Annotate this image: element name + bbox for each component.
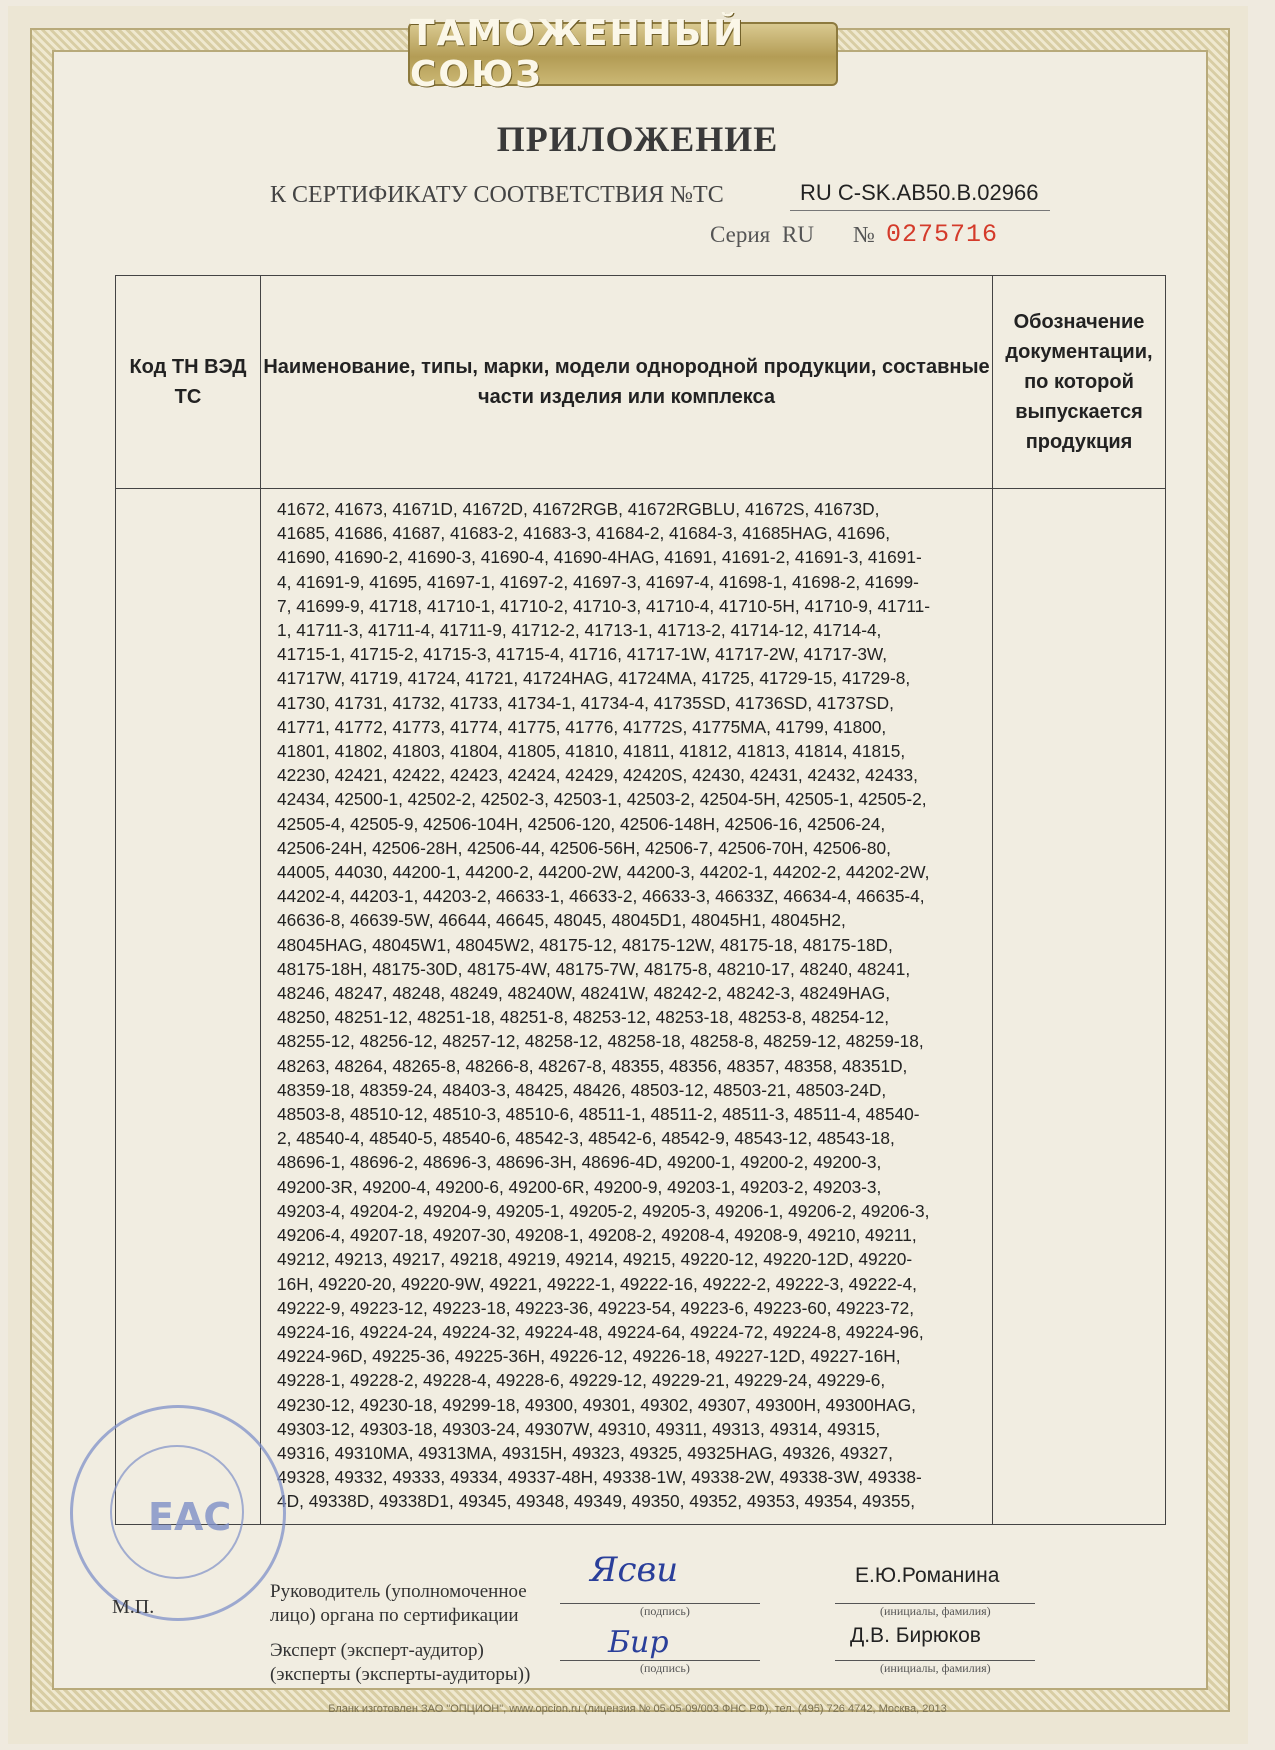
- cell-product-models: [261, 489, 993, 1525]
- header-documentation: Обозначение документации, по которой выпускается продукция: [993, 276, 1166, 489]
- product-models-line: 41690, 41690-2, 41690-3, 41690-4, 41690-4HAG, 41691, 41691-2, 41691-3, 41691-: [277, 547, 922, 568]
- customs-union-banner: [408, 13, 838, 95]
- expert-role-line1: Эксперт (эксперт-аудитор): [270, 1640, 484, 1661]
- product-models-line: 48246, 48247, 48248, 48249, 48240W, 48241W, 48242-2, 48242-3, 48249HAG,: [277, 983, 891, 1004]
- table-header-row: [116, 276, 1166, 489]
- product-models-line: 49222-9, 49223-12, 49223-18, 49223-36, 49223-54, 49223-6, 49223-60, 49223-72,: [277, 1297, 915, 1318]
- expert-signature: Бир: [608, 1625, 669, 1660]
- page-title: ПРИЛОЖЕНИЕ: [496, 119, 779, 159]
- product-models-line: 42505-4, 42505-9, 42506-104H, 42506-120, 42506-148H, 42506-16, 42506-24,: [277, 813, 886, 834]
- product-models-line: 7, 41699-9, 41718, 41710-1, 41710-2, 41710-3, 41710-4, 41710-5H, 41710-9, 41711-: [277, 595, 931, 616]
- product-models-line: 4, 41691-9, 41695, 41697-1, 41697-2, 41697-3, 41697-4, 41698-1, 41698-2, 41699-: [277, 571, 919, 592]
- form-serial-number: 0275716: [886, 220, 999, 249]
- eac-mark: EAC: [148, 1495, 232, 1539]
- product-models-line: 49212, 49213, 49217, 49218, 49219, 49214, 49215, 49220-12, 49220-12D, 49220-: [277, 1249, 913, 1270]
- product-models-line: 49228-1, 49228-2, 49228-4, 49228-6, 49229-12, 49229-21, 49229-24, 49229-6,: [277, 1370, 886, 1391]
- product-models-line: 48503-8, 48510-12, 48510-3, 48510-6, 48511-1, 48511-2, 48511-3, 48511-4, 48540-: [277, 1104, 920, 1125]
- product-models-line: 49230-12, 49230-18, 49299-18, 49300, 49301, 49302, 49307, 49300H, 49300HAG,: [277, 1394, 916, 1415]
- header-code: Код ТН ВЭД ТС: [116, 276, 261, 489]
- expert-role-line2: (эксперты (эксперты-аудиторы)): [270, 1664, 531, 1685]
- product-models-line: 48696-1, 48696-2, 48696-3, 48696-3H, 48696-4D, 49200-1, 49200-2, 49200-3,: [277, 1152, 882, 1173]
- product-models-line: 49224-16, 49224-24, 49224-32, 49224-48, 49224-64, 49224-72, 49224-8, 49224-96,: [277, 1321, 924, 1342]
- product-models-line: 42506-24H, 42506-28H, 42506-44, 42506-56H, 42506-7, 42506-70H, 42506-80,: [277, 837, 891, 858]
- product-models-line: 41685, 41686, 41687, 41683-2, 41683-3, 41684-2, 41684-3, 41685HAG, 41696,: [277, 523, 891, 544]
- product-models-line: 48175-18H, 48175-30D, 48175-4W, 48175-7W, 48175-8, 48210-17, 48240, 48241,: [277, 958, 911, 979]
- head-role-line2: лицо) органа по сертификации: [270, 1605, 519, 1626]
- certificate-number-underline: [790, 210, 1050, 211]
- expert-signature-caption: (подпись): [640, 1661, 690, 1675]
- expert-name: Д.В. Бирюков: [850, 1624, 981, 1647]
- product-models-line: 1, 41711-3, 41711-4, 41711-9, 41712-2, 41713-1, 41713-2, 41714-12, 41714-4,: [277, 620, 882, 641]
- product-models-line: 49328, 49332, 49333, 49334, 49337-48H, 49338-1W, 49338-2W, 49338-3W, 49338-: [277, 1467, 922, 1488]
- product-table: [115, 275, 1166, 1525]
- banner-text: ТАМОЖЕННЫЙ СОЮЗ: [410, 13, 746, 95]
- cell-documentation: [993, 489, 1166, 1525]
- head-role-line1: Руководитель (уполномоченное: [270, 1581, 527, 1602]
- certificate-subtitle: К СЕРТИФИКАТУ СООТВЕТСТВИЯ №ТС: [270, 182, 724, 208]
- product-models-line: 49203-4, 49204-2, 49204-9, 49205-1, 49205-2, 49205-3, 49206-1, 49206-2, 49206-3,: [277, 1200, 930, 1221]
- table-row: [116, 489, 1166, 1525]
- product-models-line: 16H, 49220-20, 49220-9W, 49221, 49222-1, 49222-16, 49222-2, 49222-3, 49222-4,: [277, 1273, 917, 1294]
- expert-name-caption: (инициалы, фамилия): [880, 1661, 991, 1675]
- product-models-line: 48250, 48251-12, 48251-18, 48251-8, 48253-12, 48253-18, 48253-8, 48254-12,: [277, 1007, 890, 1028]
- product-models-line: 46636-8, 46639-5W, 46644, 46645, 48045, 48045D1, 48045H1, 48045H2,: [277, 910, 846, 931]
- certificate-number: RU C-SK.AB50.B.02966: [800, 180, 1039, 205]
- cell-code: [116, 489, 261, 1525]
- product-models-line: 41801, 41802, 41803, 41804, 41805, 41810, 41811, 41812, 41813, 41814, 41815,: [277, 741, 906, 762]
- series-label: Серия: [710, 222, 771, 247]
- head-signature-caption: (подпись): [640, 1604, 690, 1618]
- product-models-line: 48263, 48264, 48265-8, 48266-8, 48267-8, 48355, 48356, 48357, 48358, 48351D,: [277, 1055, 908, 1076]
- product-models-line: 44005, 44030, 44200-1, 44200-2, 44200-2W, 44200-3, 44202-1, 44202-2, 44202-2W,: [277, 862, 930, 883]
- product-models-line: 41730, 41731, 41732, 41733, 41734-1, 41734-4, 41735SD, 41736SD, 41737SD,: [277, 692, 894, 713]
- head-name: Е.Ю.Романина: [855, 1564, 1000, 1587]
- product-models-line: 48359-18, 48359-24, 48403-3, 48425, 48426, 48503-12, 48503-21, 48503-24D,: [277, 1079, 887, 1100]
- number-label: №: [853, 222, 875, 247]
- product-models-line: 49224-96D, 49225-36, 49225-36H, 49226-12, 49226-18, 49227-12D, 49227-16H,: [277, 1346, 901, 1367]
- product-models-line: 41771, 41772, 41773, 41774, 41775, 41776, 41772S, 41775MA, 41799, 41800,: [277, 716, 887, 737]
- product-models-line: 49200-3R, 49200-4, 49200-6, 49200-6R, 49200-9, 49203-1, 49203-2, 49203-3,: [277, 1176, 882, 1197]
- product-models-line: 49206-4, 49207-18, 49207-30, 49208-1, 49208-2, 49208-4, 49208-9, 49210, 49211,: [277, 1225, 917, 1246]
- product-models-line: 2, 48540-4, 48540-5, 48540-6, 48542-3, 48542-6, 48542-9, 48543-12, 48543-18,: [277, 1128, 895, 1149]
- product-models-line: 42230, 42421, 42422, 42423, 42424, 42429, 42420S, 42430, 42431, 42432, 42433,: [277, 765, 918, 786]
- product-models-line: 48045HAG, 48045W1, 48045W2, 48175-12, 48175-12W, 48175-18, 48175-18D,: [277, 934, 893, 955]
- product-models-line: 41717W, 41719, 41724, 41721, 41724HAG, 41724MA, 41725, 41729-15, 41729-8,: [277, 668, 911, 689]
- product-models-line: 41715-1, 41715-2, 41715-3, 41715-4, 41716, 41717-1W, 41717-2W, 41717-3W,: [277, 644, 888, 665]
- seal-place-label: М.П.: [112, 1596, 155, 1618]
- head-signature: Ясви: [590, 1550, 679, 1590]
- product-models-line: 4D, 49338D, 49338D1, 49345, 49348, 49349, 49350, 49352, 49353, 49354, 49355,: [277, 1491, 916, 1512]
- head-name-caption: (инициалы, фамилия): [880, 1604, 991, 1618]
- header-product-name: Наименование, типы, марки, модели однородной продукции, составные части изделия или комплекса: [261, 276, 993, 489]
- product-models-line: 48255-12, 48256-12, 48257-12, 48258-12, 48258-18, 48258-8, 48259-12, 48259-18,: [277, 1031, 924, 1052]
- product-models-line: 49316, 49310MA, 49313MA, 49315H, 49323, 49325, 49325HAG, 49326, 49327,: [277, 1442, 893, 1463]
- product-models-line: 44202-4, 44203-1, 44203-2, 46633-1, 46633-2, 46633-3, 46633Z, 46634-4, 46635-4,: [277, 886, 925, 907]
- form-footer-imprint: Бланк изготовлен ЗАО "ОПЦИОН", www.opcion.ru (лицензия № 05-05-09/003 ФНС РФ), тел. (495) 726 4742, Москва, 2013: [328, 1703, 947, 1715]
- product-models-line: 49303-12, 49303-18, 49303-24, 49307W, 49310, 49311, 49313, 49314, 49315,: [277, 1418, 881, 1439]
- product-models-line: 42434, 42500-1, 42502-2, 42502-3, 42503-1, 42503-2, 42504-5H, 42505-1, 42505-2,: [277, 789, 927, 810]
- series-value: RU: [782, 222, 814, 247]
- product-models-line: 41672, 41673, 41671D, 41672D, 41672RGB, 41672RGBLU, 41672S, 41673D,: [277, 499, 880, 519]
